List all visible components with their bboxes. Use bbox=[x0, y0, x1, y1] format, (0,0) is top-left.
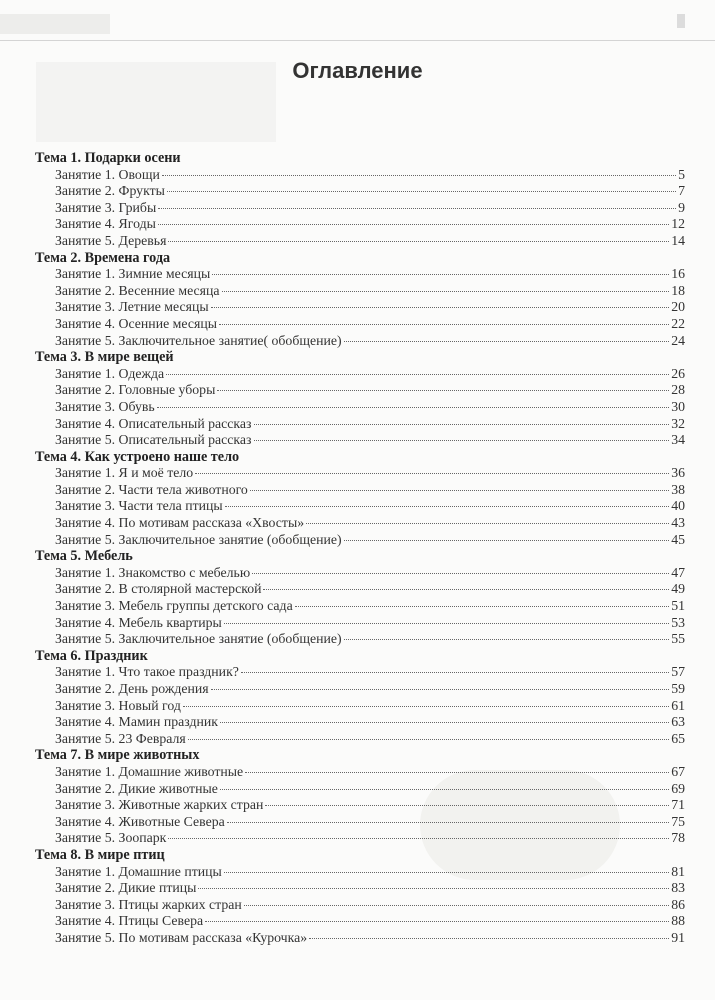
toc-entry-label: Занятие 5. Заключительное занятие (обобщение) bbox=[55, 631, 342, 647]
toc-entry-page: 88 bbox=[671, 913, 685, 929]
toc-entry-label: Занятие 4. Животные Севера bbox=[55, 813, 225, 829]
toc-entry[interactable] bbox=[35, 465, 685, 482]
toc-section bbox=[35, 648, 685, 748]
toc-entry-page: 24 bbox=[671, 332, 685, 348]
toc-entry-page: 78 bbox=[671, 830, 685, 846]
toc-entry[interactable] bbox=[35, 781, 685, 798]
toc-entry[interactable] bbox=[35, 764, 685, 781]
toc-entry-label: Занятие 4. Описательный рассказ bbox=[55, 415, 252, 431]
dot-leader bbox=[295, 606, 670, 607]
toc-section-title[interactable]: Тема 6. Праздник bbox=[35, 647, 148, 664]
dot-leader bbox=[211, 307, 670, 308]
toc-entry-label: Занятие 2. Дикие животные bbox=[55, 780, 218, 796]
dot-leader bbox=[227, 822, 669, 823]
dot-leader bbox=[250, 490, 669, 491]
toc-entry[interactable] bbox=[35, 333, 685, 350]
toc-entry[interactable] bbox=[35, 266, 685, 283]
toc-entry[interactable] bbox=[35, 897, 685, 914]
toc-entry[interactable] bbox=[35, 299, 685, 316]
toc-entry[interactable] bbox=[35, 200, 685, 217]
toc-entry-label: Занятие 3. Животные жарких стран bbox=[55, 797, 264, 813]
toc-entry-label: Занятие 5. 23 Февраля bbox=[55, 730, 186, 746]
toc-entry-page: 7 bbox=[678, 183, 685, 199]
toc-entry-page: 47 bbox=[671, 564, 685, 580]
dot-leader bbox=[167, 191, 676, 192]
toc-entry[interactable] bbox=[35, 366, 685, 383]
toc-entry-label: Занятие 1. Зимние месяцы bbox=[55, 266, 211, 282]
dot-leader bbox=[205, 921, 669, 922]
toc-entry-label: Занятие 1. Я и моё тело bbox=[55, 465, 194, 481]
toc-entry[interactable] bbox=[35, 830, 685, 847]
toc-entry-page: 83 bbox=[671, 880, 685, 896]
toc-entry[interactable] bbox=[35, 598, 685, 615]
toc-entry[interactable] bbox=[35, 930, 685, 947]
toc-entry-label: Занятие 5. Заключительное занятие (обобщение) bbox=[55, 531, 342, 547]
dot-leader bbox=[244, 905, 669, 906]
toc-entry[interactable] bbox=[35, 532, 685, 549]
toc-entry-page: 16 bbox=[671, 266, 685, 282]
dot-leader bbox=[245, 772, 669, 773]
toc-entry[interactable] bbox=[35, 731, 685, 748]
toc-entry[interactable] bbox=[35, 399, 685, 416]
toc-entry-page: 53 bbox=[671, 614, 685, 630]
toc-entry-label: Занятие 4. Ягоды bbox=[55, 216, 156, 232]
toc-entry-label: Занятие 1. Домашние животные bbox=[55, 763, 244, 779]
toc-entry[interactable] bbox=[35, 631, 685, 648]
toc-entry-label: Занятие 3. Мебель группы детского сада bbox=[55, 598, 293, 614]
toc-entry-page: 30 bbox=[671, 398, 685, 414]
toc-entry[interactable] bbox=[35, 681, 685, 698]
dot-leader bbox=[158, 208, 676, 209]
toc-entry-label: Занятие 5. Зоопарк bbox=[55, 830, 167, 846]
dot-leader bbox=[254, 440, 670, 441]
toc-entry-label: Занятие 4. Мебель квартиры bbox=[55, 614, 222, 630]
toc-entry[interactable] bbox=[35, 416, 685, 433]
toc-entry-label: Занятие 3. Грибы bbox=[55, 199, 157, 215]
toc-section bbox=[35, 747, 685, 847]
toc-section-title[interactable]: Тема 2. Времена года bbox=[35, 249, 171, 266]
toc-entry[interactable] bbox=[35, 498, 685, 515]
toc-entry-page: 81 bbox=[671, 863, 685, 879]
toc-entry[interactable] bbox=[35, 432, 685, 449]
toc-entry-page: 69 bbox=[671, 780, 685, 796]
toc-entry-page: 55 bbox=[671, 631, 685, 647]
dot-leader bbox=[344, 540, 670, 541]
toc-entry[interactable] bbox=[35, 698, 685, 715]
running-header-page-number bbox=[677, 14, 685, 28]
dot-leader bbox=[168, 241, 669, 242]
toc-entry-page: 20 bbox=[671, 299, 685, 315]
toc-entry-page: 91 bbox=[671, 929, 685, 945]
toc-entry[interactable] bbox=[35, 515, 685, 532]
toc-section bbox=[35, 847, 685, 947]
toc-section-title[interactable]: Тема 1. Подарки осени bbox=[35, 150, 181, 166]
toc-entry-label: Занятие 1. Одежда bbox=[55, 365, 165, 381]
dot-leader bbox=[217, 390, 669, 391]
dot-leader bbox=[254, 424, 670, 425]
dot-leader bbox=[220, 789, 669, 790]
toc-entry-page: 26 bbox=[671, 365, 685, 381]
toc-entry-page: 14 bbox=[671, 232, 685, 248]
toc-entry[interactable] bbox=[35, 664, 685, 681]
toc-entry[interactable] bbox=[35, 565, 685, 582]
toc-entry[interactable] bbox=[35, 283, 685, 300]
toc-entry-page: 65 bbox=[671, 730, 685, 746]
toc-entry[interactable] bbox=[35, 167, 685, 184]
dot-leader bbox=[195, 473, 669, 474]
running-header bbox=[0, 0, 715, 41]
toc-section-title[interactable]: Тема 5. Мебель bbox=[35, 548, 133, 565]
dot-leader bbox=[224, 623, 669, 624]
toc-entry[interactable] bbox=[35, 814, 685, 831]
toc-entry-label: Занятие 3. Птицы жарких стран bbox=[55, 896, 242, 912]
toc-entry[interactable] bbox=[35, 797, 685, 814]
toc-entry-label: Занятие 3. Части тела птицы bbox=[55, 498, 223, 514]
toc-entry-page: 61 bbox=[671, 697, 685, 713]
toc-section bbox=[35, 250, 685, 350]
toc-entry-page: 67 bbox=[671, 763, 685, 779]
toc-entry-label: Занятие 4. Осенние месяцы bbox=[55, 315, 217, 331]
toc-entry-label: Занятие 4. Птицы Севера bbox=[55, 913, 204, 929]
toc-entry-label: Занятие 1. Овощи bbox=[55, 166, 160, 182]
dot-leader bbox=[183, 706, 669, 707]
toc-entry-page: 71 bbox=[671, 797, 685, 813]
toc-entry-label: Занятие 3. Обувь bbox=[55, 398, 155, 414]
toc-entry-label: Занятие 5. Заключительное занятие( обобщение) bbox=[55, 332, 342, 348]
toc-section bbox=[35, 449, 685, 549]
page-title: Оглавление bbox=[292, 58, 423, 83]
toc-entry-label: Занятие 1. Домашние птицы bbox=[55, 863, 222, 879]
toc-entry-label: Занятие 2. В столярной мастерской bbox=[55, 581, 262, 597]
dot-leader bbox=[158, 224, 669, 225]
toc-entry-page: 75 bbox=[671, 813, 685, 829]
dot-leader bbox=[212, 274, 669, 275]
toc-entry[interactable] bbox=[35, 615, 685, 632]
toc-section bbox=[35, 548, 685, 648]
dot-leader bbox=[168, 838, 669, 839]
dot-leader bbox=[263, 589, 669, 590]
dot-leader bbox=[222, 291, 670, 292]
dot-leader bbox=[198, 888, 669, 889]
dot-leader bbox=[162, 175, 676, 176]
toc-entry[interactable] bbox=[35, 714, 685, 731]
toc-entry-label: Занятие 4. Мамин праздник bbox=[55, 714, 218, 730]
dot-leader bbox=[344, 341, 670, 342]
dot-leader bbox=[344, 639, 670, 640]
toc-entry[interactable] bbox=[35, 183, 685, 200]
toc-entry-page: 5 bbox=[678, 166, 685, 182]
dot-leader bbox=[220, 722, 669, 723]
toc-entry-page: 18 bbox=[671, 282, 685, 298]
toc-entry-page: 59 bbox=[671, 681, 685, 696]
toc-entry-page: 51 bbox=[671, 598, 685, 614]
dot-leader bbox=[157, 407, 669, 408]
toc-entry-page: 34 bbox=[671, 432, 685, 448]
toc-entry-page: 28 bbox=[671, 382, 685, 398]
toc-entry-label: Занятие 3. Новый год bbox=[55, 697, 181, 713]
running-header-tab bbox=[0, 14, 110, 34]
toc-entry-label: Занятие 5. Деревья bbox=[55, 232, 167, 248]
toc-entry[interactable] bbox=[35, 482, 685, 499]
dot-leader bbox=[309, 938, 669, 939]
toc-entry-label: Занятие 2. Головные уборы bbox=[55, 382, 216, 398]
dot-leader bbox=[306, 523, 669, 524]
toc-entry-page: 45 bbox=[671, 531, 685, 547]
toc-entry-label: Занятие 2. Фрукты bbox=[55, 183, 165, 199]
toc-section-title[interactable]: Тема 7. В мире животных bbox=[35, 747, 200, 764]
dot-leader bbox=[241, 672, 669, 673]
dot-leader bbox=[166, 374, 669, 375]
toc-entry-page: 57 bbox=[671, 664, 685, 680]
dot-leader bbox=[252, 573, 669, 574]
dot-leader bbox=[225, 506, 670, 507]
toc-section bbox=[35, 349, 685, 449]
toc-entry-label: Занятие 1. Знакомство с мебелью bbox=[55, 564, 251, 580]
dot-leader bbox=[188, 739, 669, 740]
toc-entry-page: 63 bbox=[671, 714, 685, 730]
toc-entry[interactable] bbox=[35, 913, 685, 930]
toc-entry-label: Занятие 5. По мотивам рассказа «Курочка» bbox=[55, 929, 308, 945]
toc-entry-label: Занятие 2. День рождения bbox=[55, 681, 209, 696]
toc-entry[interactable] bbox=[35, 880, 685, 897]
toc-entry-page: 38 bbox=[671, 481, 685, 497]
toc-entry[interactable] bbox=[35, 316, 685, 333]
toc-entry[interactable] bbox=[35, 233, 685, 250]
toc-entry[interactable] bbox=[35, 581, 685, 598]
dot-leader bbox=[224, 872, 669, 873]
toc-entry-page: 36 bbox=[671, 465, 685, 481]
toc-entry[interactable] bbox=[35, 864, 685, 881]
toc-section bbox=[35, 150, 685, 250]
toc-entry-page: 49 bbox=[671, 581, 685, 597]
toc-entry-page: 22 bbox=[671, 315, 685, 331]
toc-section-title[interactable]: Тема 8. В мире птиц bbox=[35, 846, 165, 863]
toc-entry-label: Занятие 4. По мотивам рассказа «Хвосты» bbox=[55, 515, 305, 531]
toc-entry-page: 12 bbox=[671, 216, 685, 232]
toc-entry-label: Занятие 2. Весенние месяца bbox=[55, 282, 220, 298]
dot-leader bbox=[219, 324, 669, 325]
toc-section-title[interactable]: Тема 4. Как устроено наше тело bbox=[35, 448, 240, 465]
toc-entry-label: Занятие 2. Дикие птицы bbox=[55, 880, 197, 896]
toc-section-title[interactable]: Тема 3. В мире вещей bbox=[35, 349, 174, 366]
toc-entry-label: Занятие 5. Описательный рассказ bbox=[55, 432, 252, 448]
dot-leader bbox=[265, 805, 669, 806]
toc-entry-label: Занятие 3. Летние месяцы bbox=[55, 299, 209, 315]
toc-entry-page: 43 bbox=[671, 515, 685, 531]
dot-leader bbox=[211, 689, 670, 690]
toc-entry-page: 32 bbox=[671, 415, 685, 431]
table-of-contents bbox=[35, 150, 685, 947]
toc-entry[interactable] bbox=[35, 382, 685, 399]
toc-entry[interactable] bbox=[35, 216, 685, 233]
toc-entry-label: Занятие 2. Части тела животного bbox=[55, 481, 248, 497]
toc-entry-page: 9 bbox=[678, 199, 685, 215]
toc-entry-page: 86 bbox=[671, 896, 685, 912]
toc-entry-page: 40 bbox=[671, 498, 685, 514]
toc-entry-label: Занятие 1. Что такое праздник? bbox=[55, 664, 239, 680]
